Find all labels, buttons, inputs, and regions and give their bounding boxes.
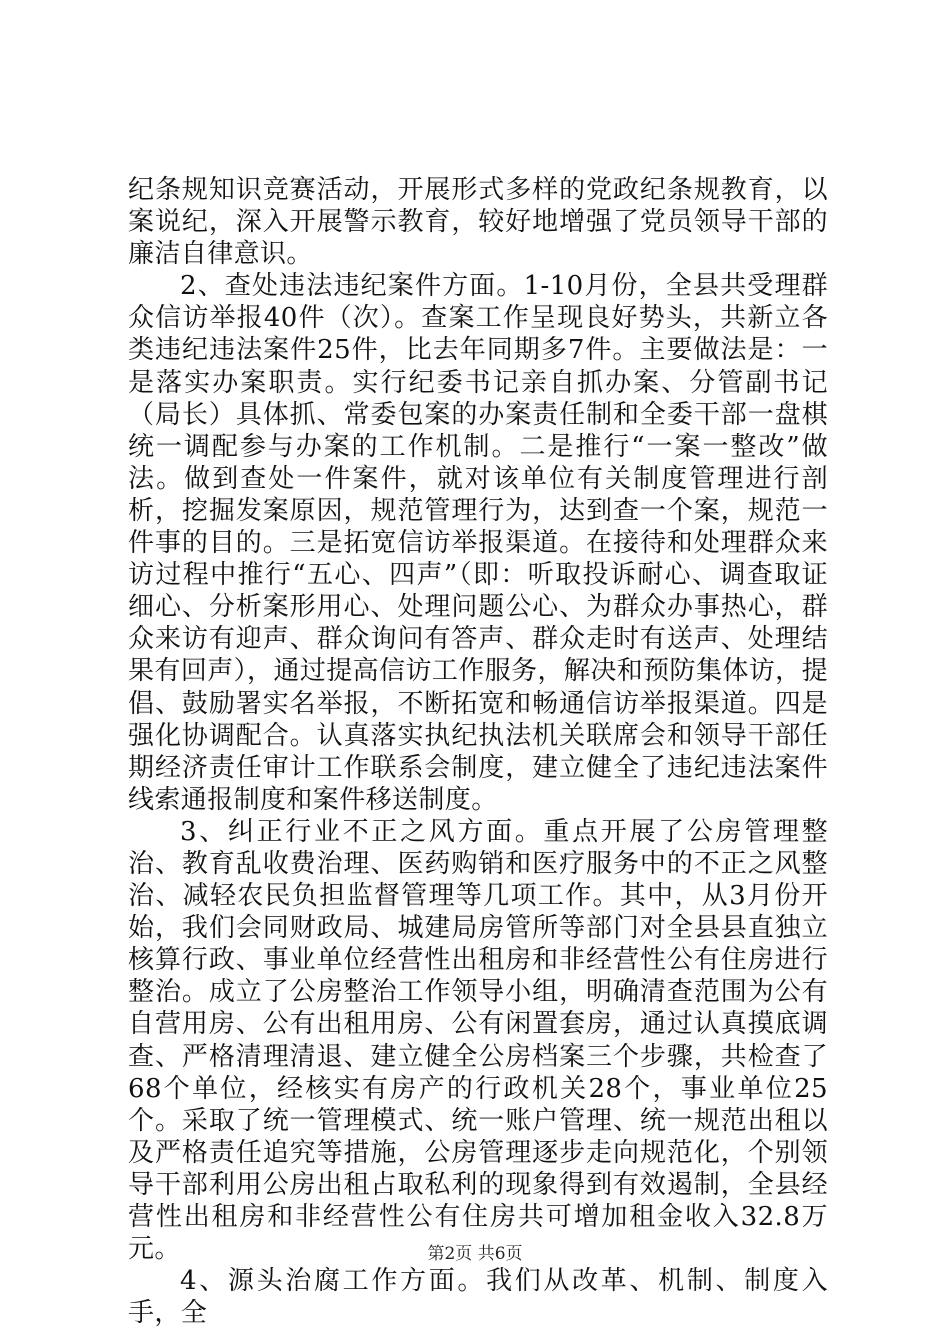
paragraph-case-handling: 2、查处违法违纪案件方面。1-10月份，全县共受理群众信访举报40件（次）。查案工作呈现良好势头，共新立各类违纪违法案件25件，比去年同期多7件。主要做法是：一是落实办案职责。实行纪委书记亲自抓办案、分管副书记（局长）具体抓、常委包案的办案责任制和全委干部一盘棋统一调配参与办案的工作机制。二是推行“一案一整改”做法。做到查处一件案件，就对该单位有关制度管理进行剖析，挖掘发案原因，规范管理行为，达到查一个案，规范一件事的目的。三是拓宽信访举报渠道。在接待和处理群众来访过程中推行“五心、四声”（即：听取投诉耐心、调查取证细心、分析案形用心、处理问题公心、为群众办事热心，群众来访有迎声、群众询问有答声、群众走时有送声、处理结果有回声），通过提高信访工作服务，解决和预防集体访，提倡、鼓励署实名举报，不断拓宽和畅通信访举报渠道。四是强化协调配合。认真落实执纪执法机关联席会和领导干部任期经济责任审计工作联系会制度，建立健全了违纪违法案件线索通报制度和案件移送制度。 [128, 271, 828, 815]
document-body [128, 174, 828, 1329]
paragraph-continuation: 纪条规知识竞赛活动，开展形式多样的党政纪条规教育，以案说纪，深入开展警示教育，较好地增强了党员领导干部的廉洁自律意识。 [128, 175, 828, 270]
paragraph-source-governance: 4、源头治腐工作方面。我们从改革、机制、制度入手，全 [128, 1266, 828, 1329]
paragraph-industry-conduct: 3、纠正行业不正之风方面。重点开展了公房管理整治、教育乱收费治理、医药购销和医疗服务中的不正之风整治、减轻农民负担监督管理等几项工作。其中，从3月份开始，我们会同财政局、城建局房管所等部门对全县县直独立核算行政、事业单位经营性出租房和非经营性公有住房进行整治。成立了公房整治工作领导小组，明确清查范围为公有自营用房、公有出租用房、公有闲置套房，通过认真摸底调查、严格清理清退、建立健全公房档案三个步骤，共检查了68个单位，经核实有房产的行政机关28个，事业单位25个。采取了统一管理模式、统一账户管理、统一规范出租以及严格责任追究等措施，公房管理逐步走向规范化，个别领导干部利用公房出租占取私利的现象得到有效遏制，全县经营性出租房和非经营性公有住房共可增加租金收入32.8万元。 [128, 816, 828, 1265]
page-footer: 第2页 共6页 [427, 1244, 523, 1264]
